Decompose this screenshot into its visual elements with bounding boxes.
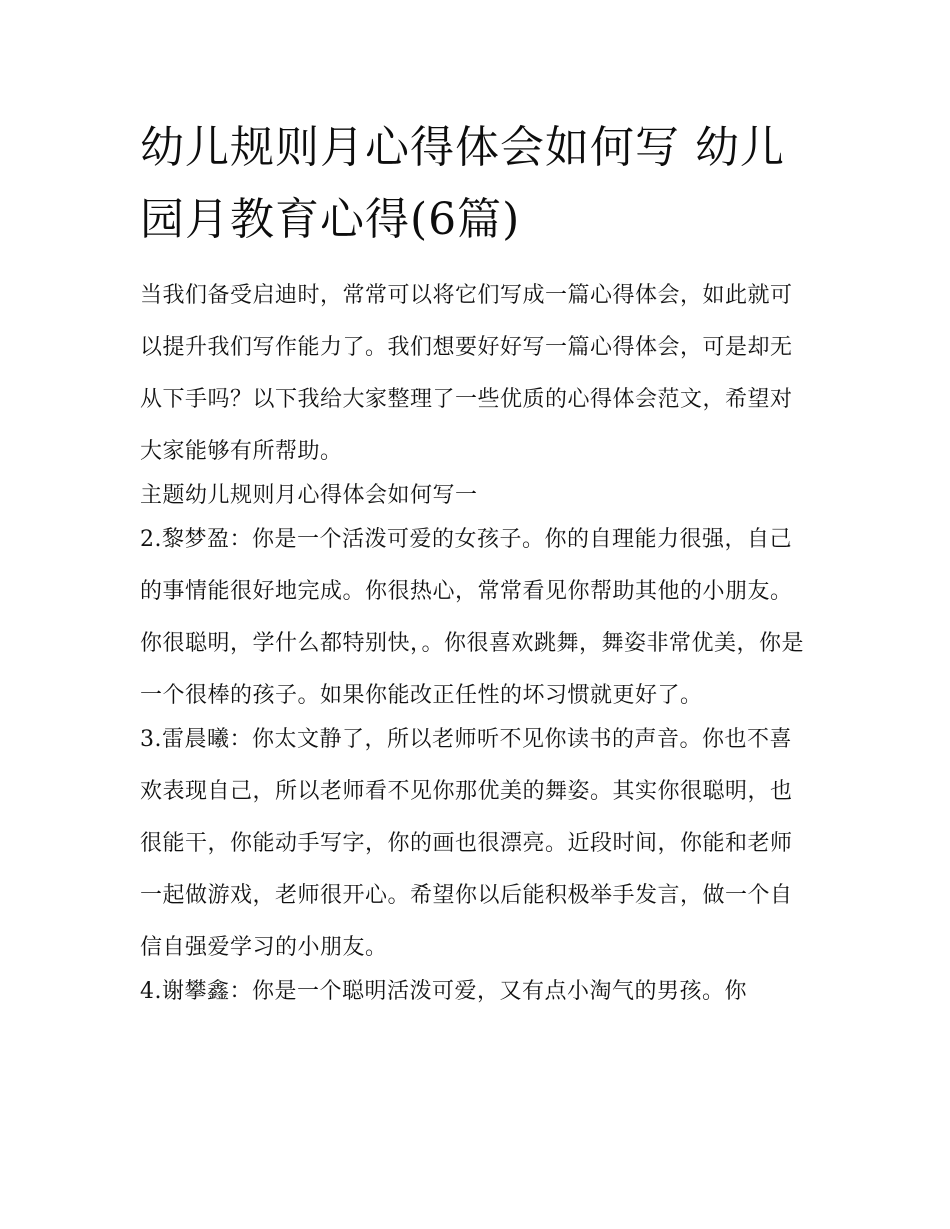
document-title: 幼儿规则月心得体会如何写 幼儿园月教育心得(6篇) [140, 122, 785, 245]
intro-paragraph: 当我们备受启迪时，常常可以将它们写成一篇心得体会，如此就可以提升我们写作能力了。我们想要好好写一篇心得体会，可是却无从下手吗？以下我给大家整理了一些优质的心得体会范文，希望对大家能够有所帮助。 [140, 283, 793, 464]
section-heading: 主题幼儿规则月心得体会如何写一 [140, 483, 478, 508]
document-body [140, 112, 812, 1018]
comment-paragraph-2: 2.黎梦盈：你是一个活泼可爱的女孩子。你的自理能力很强，自己的事情能很好地完成。你很热心，常常看见你帮助其他的小朋友。你很聪明，学什么都特别快，。你很喜欢跳舞，舞姿非常优美，你是一个很棒的孩子。如果你能改正任性的坏习惯就更好了。 [140, 527, 805, 708]
comment-paragraph-4: 4.谢攀鑫：你是一个聪明活泼可爱，又有点小淘气的男孩。你 [140, 979, 747, 1004]
comment-paragraph-3: 3.雷晨曦：你太文静了，所以老师听不见你读书的声音。你也不喜欢表现自己，所以老师看不见你那优美的舞姿。其实你很聪明，也很能干，你能动手写字，你的画也很漂亮。近段时间，你能和老师一起做游戏，老师很开心。希望你以后能积极举手发言，做一个自信自强爱学习的小朋友。 [140, 727, 793, 960]
